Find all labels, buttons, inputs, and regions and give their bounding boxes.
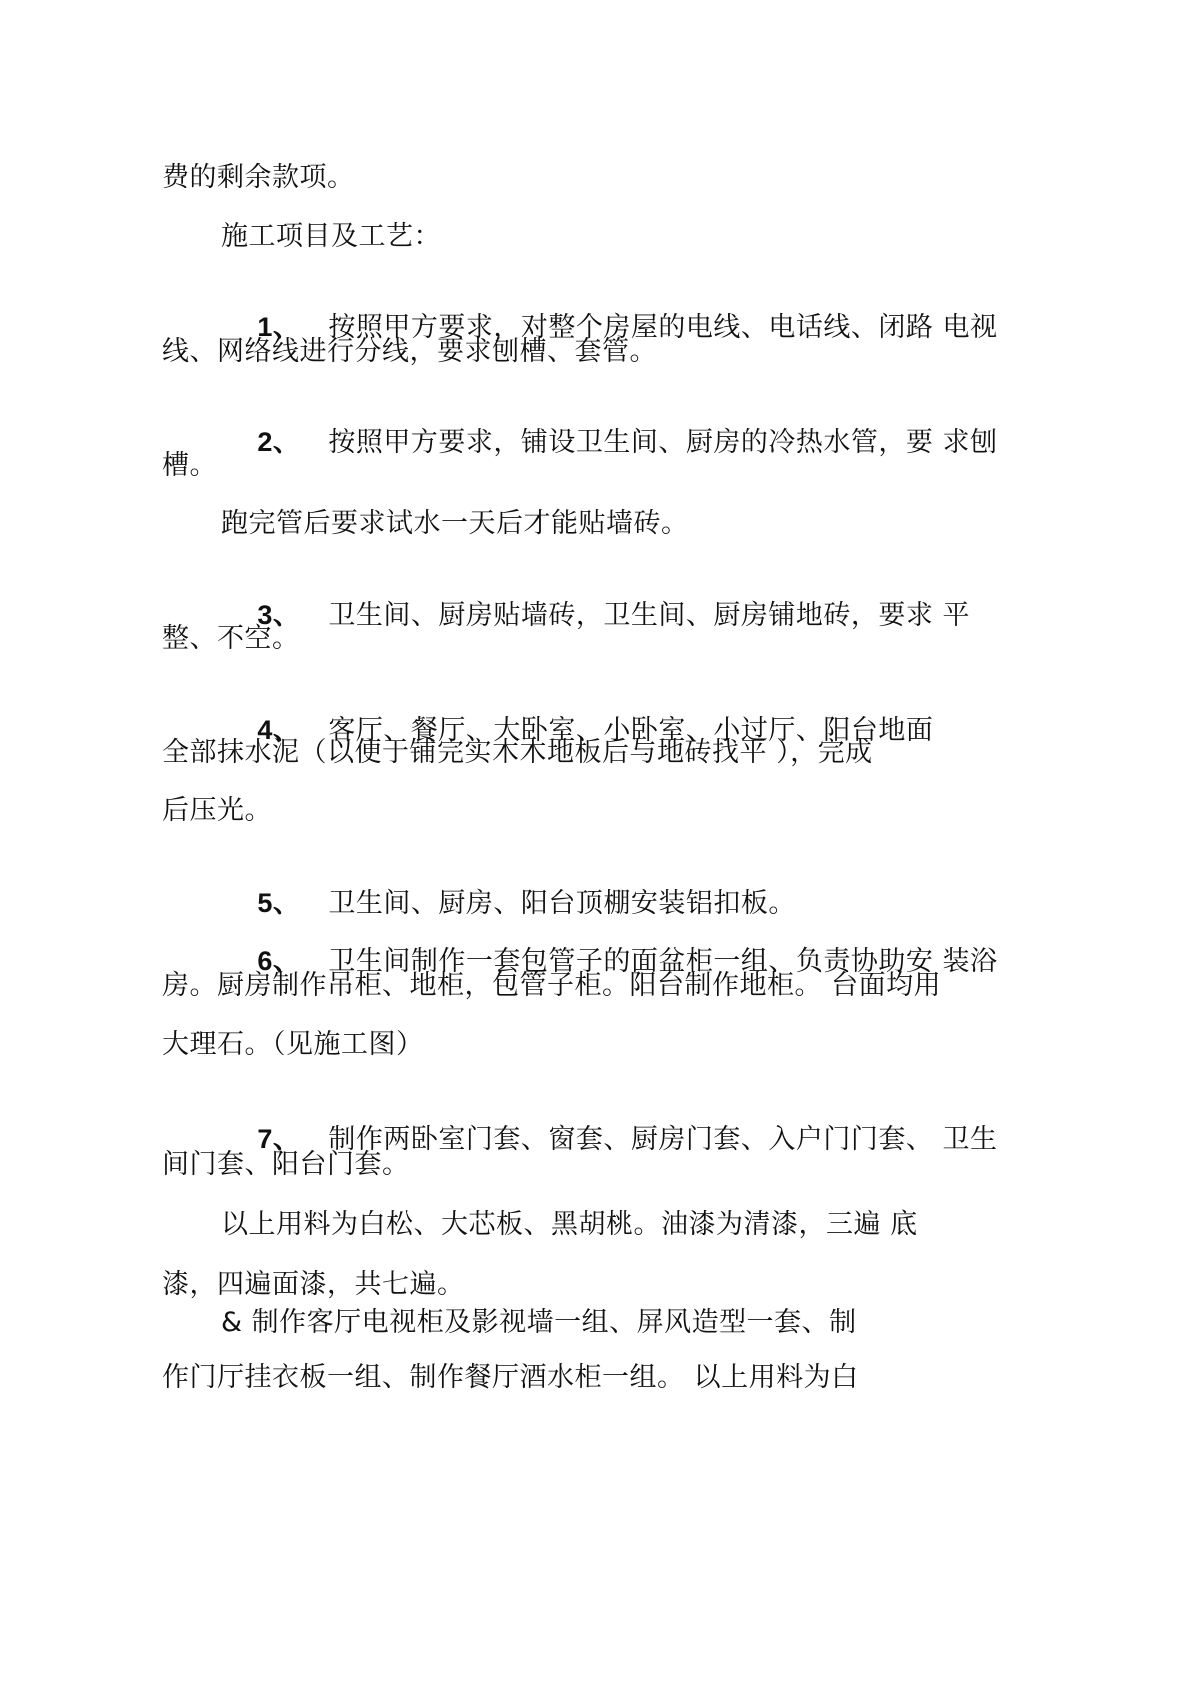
section-heading: 施工项目及工艺： xyxy=(221,221,441,252)
text-line: 以上用料为白松、大芯板、黑胡桃。油漆为清漆，三遍 底 xyxy=(221,1209,918,1240)
item-number: 1、 xyxy=(257,312,301,342)
item-number: 2、 xyxy=(257,427,301,457)
text-line: & 制作客厅电视柜及影视墙一组、屏风造型一套、制 xyxy=(221,1307,857,1338)
list-item-2 xyxy=(221,391,997,494)
text-line: 跑完管后要求试水一天后才能贴墙砖。 xyxy=(221,508,689,539)
item-text: 按照甲方要求，铺设卫生间、厨房的冷热水管，要 求刨 xyxy=(328,427,998,458)
item-number: 3、 xyxy=(257,600,301,630)
text-line: 大理石。（见施工图） xyxy=(162,1029,424,1060)
text-line: 后压光。 xyxy=(162,795,272,826)
item-text: 按照甲方要求，对整个房屋的电线、电话线、闭路 电视 xyxy=(328,312,998,343)
item-text: 卫生间制作一套包管子的面盆柜一组、负责协助安 装浴 xyxy=(328,946,998,977)
text-line: 槽。 xyxy=(162,450,217,481)
text-line: 整、不空。 xyxy=(162,623,300,654)
text-line: 间门套、阳台门套。 xyxy=(162,1149,410,1180)
item-text: 客厅、餐厅、大卧室、小卧室、小过厅、阳台地面 xyxy=(328,715,934,746)
item-number: 4、 xyxy=(257,715,301,745)
item-number: 6、 xyxy=(257,946,301,976)
text-line: 费的剩余款项。 xyxy=(162,162,355,193)
text-line: 漆，四遍面漆，共七遍。 xyxy=(162,1269,465,1300)
text-line: 作门厅挂衣板一组、制作餐厅酒水柜一组。 以上用料为白 xyxy=(162,1362,859,1393)
item-text: 制作两卧室门套、窗套、厨房门套、入户门门套、 卫生 xyxy=(328,1124,998,1155)
item-number: 5、 xyxy=(257,888,301,918)
text-line: 线、网络线进行分线，要求刨槽、套管。 xyxy=(162,336,657,367)
list-item-3 xyxy=(221,564,970,667)
item-number: 7、 xyxy=(257,1124,301,1154)
item-text: 卫生间、厨房贴墙砖，卫生间、厨房铺地砖，要求 平 xyxy=(328,600,970,631)
text-line: 房。厨房制作吊柜、地柜，包管子柜。阳台制作地柜。 台面均用 xyxy=(162,970,942,1001)
text-line: 全部抹水泥（以便于铺完实木木地板后与地砖找平 ），完成 xyxy=(162,737,873,768)
item-text: 卫生间、厨房、阳台顶棚安装铝扣板。 xyxy=(328,888,796,919)
